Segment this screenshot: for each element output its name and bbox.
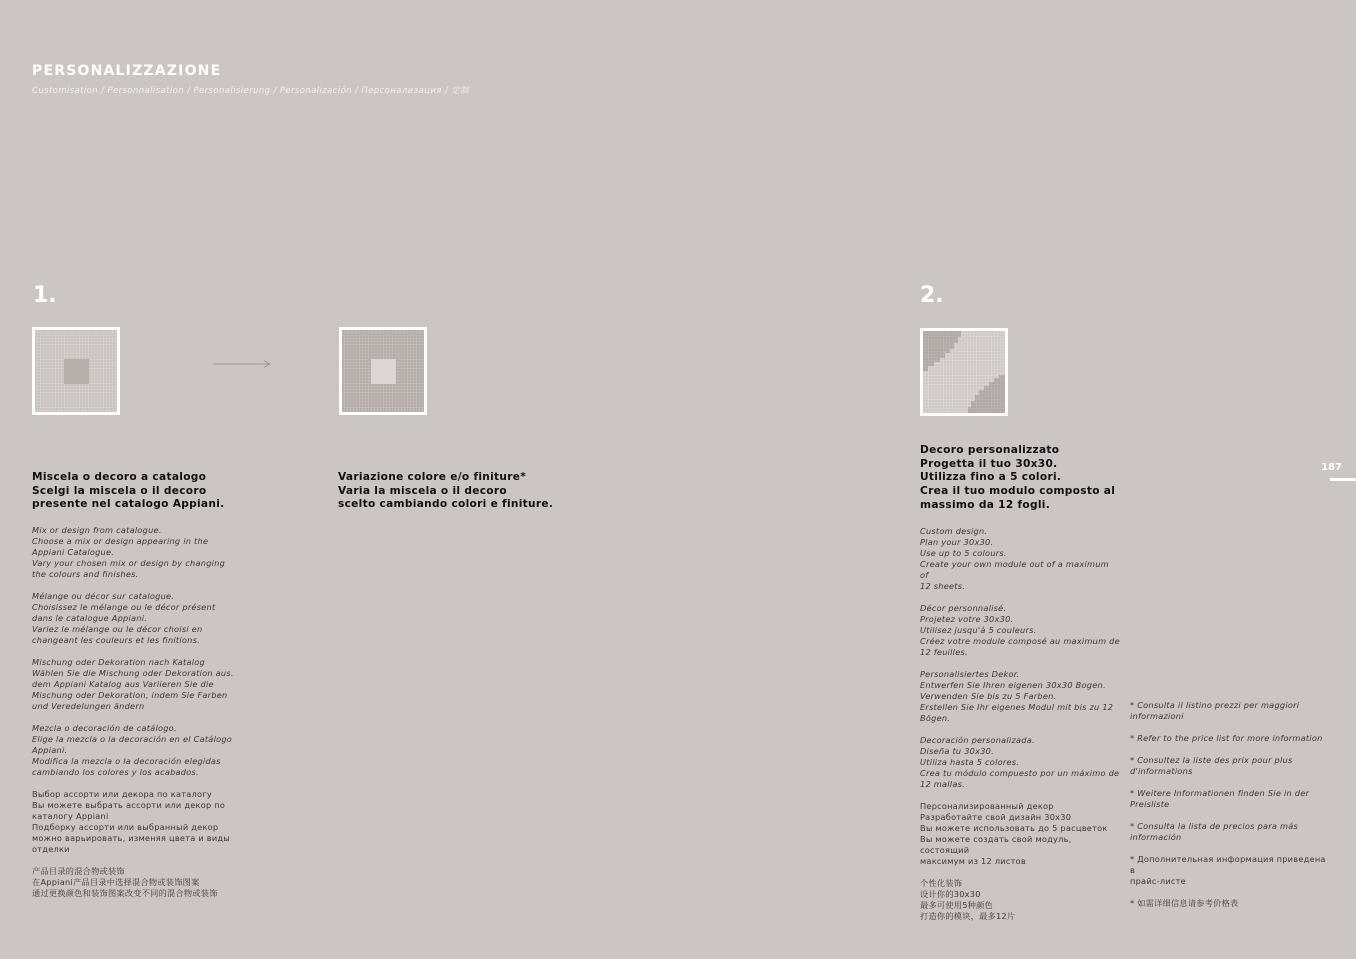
option-a-de: Mischung oder Dekoration nach Katalog Wählen Sie die Mischung oder Dekoration aus. dem Appiani Katalog aus Variieren Sie die Mischung oder Dekoration, indem Sie Farben und Veredelungen ändern [32, 657, 234, 712]
footnote-es: * Consulta la lista de precios para más información [1130, 821, 1299, 842]
page-title: PERSONALIZZAZIONE [32, 63, 222, 79]
page-number: 187 [1321, 462, 1342, 473]
step-2-block [920, 444, 1120, 933]
option-a-heading: Miscela o decoro a catalogo Scelgi la miscela o il decoro presente nel catalogo Appiani. [32, 471, 225, 511]
page-subtitle: Customisation / Personnalisation / Personalisierung / Personalización / Персонализация / 定制 [32, 86, 470, 96]
step-2-de: Personalisiertes Dekor. Entwerfen Sie Ihren eigenen 30x30 Bogen. Verwenden Sie bis zu 5 Farben. Erstellen Sie Ihr eigenes Modul mit bis zu 12 Bögen. [920, 668, 1114, 723]
step-2-fr: Décor personnalisé. Projetez votre 30x30. Utilisez jusqu'à 5 couleurs. Créez votre module composé au maximum de 12 feuilles. [920, 602, 1120, 657]
option-a-en: Mix or design from catalogue. Choose a mix or design appearing in the Appiani Catalogue. Vary your chosen mix or design by changing the colours and finishes. [32, 525, 226, 580]
tile-colour-variation-icon [339, 327, 427, 415]
page-number-rule [1330, 478, 1356, 481]
step-2-number: 2. [920, 283, 944, 308]
step-2-ru: Персонализированный декор Разработайте свой дизайн 30x30 Вы можете использовать до 5 расцветок Вы можете создать свой модуль, состоящий максимум из 12 листов [920, 800, 1108, 866]
footnotes [1130, 700, 1330, 920]
step-2-en: Custom design. Plan your 30x30. Use up to 5 colours. Create your own module out of a maximum of 12 sheets. [920, 525, 1109, 591]
option-a-fr: Mélange ou décor sur catalogue. Choisissez le mélange ou le décor présent dans le catalogue Appiani. Variez le mélange ou le décor choisi en changeant les couleurs et les finitions. [32, 591, 216, 646]
tile-catalogue-mix-icon [32, 327, 120, 415]
option-a-block [32, 471, 252, 910]
step-1-number: 1. [33, 283, 57, 308]
option-b-block [338, 471, 578, 512]
option-a-es: Mezcla o decoración de catálogo. Elige la mezcla o la decoración en el Catálogo Appiani. Modifica la mezcla o la decoración elegidas cambiando los colores y los acabados. [32, 723, 233, 778]
step-2-es: Decoración personalizada. Diseña tu 30x30. Utiliza hasta 5 colores. Crea tu módulo compuesto por un máximo de 12 mallas. [920, 734, 1120, 789]
footnote-it: * Consulta il listino prezzi per maggiori informazioni [1130, 700, 1300, 721]
tile-custom-design-icon [920, 328, 1008, 416]
footnote-ru: * Дополнительная информация приведена в прайс-листе [1130, 854, 1326, 886]
footnote-fr: * Consultez la liste des prix pour plus d'informations [1130, 755, 1293, 776]
footnote-de: * Weitere Informationen finden Sie in der Preisliste [1130, 788, 1310, 809]
footnote-en: * Refer to the price list for more information [1130, 733, 1323, 743]
step-2-zh: 个性化装饰 设计你的30x30 最多可使用5种颜色 打造你的模块，最多12片 [920, 877, 1016, 921]
arrow-right-icon [213, 359, 271, 369]
footnote-zh: * 如需详细信息请参考价格表 [1130, 898, 1239, 908]
step-2-heading: Decoro personalizzato Progetta il tuo 30x30. Utilizza fino a 5 colori. Crea il tuo modulo composto al massimo da 12 fogli. [920, 444, 1116, 511]
option-b-heading: Variazione colore e/o finiture* Varia la miscela o il decoro scelto cambiando colori e finiture. [338, 471, 554, 511]
option-a-ru: Выбор ассорти или декора по каталогу Вы можете выбрать ассорти или декор по каталогу Appiani Подборку ассорти или выбранный декор можно варьировать, изменяя цвета и виды отделки [32, 789, 231, 855]
option-a-zh: 产品目录的混合物或装饰 在Appiani产品目录中选择混合物或装饰图案 通过更换颜色和装饰图案改变不同的混合物或装饰 [32, 866, 218, 899]
